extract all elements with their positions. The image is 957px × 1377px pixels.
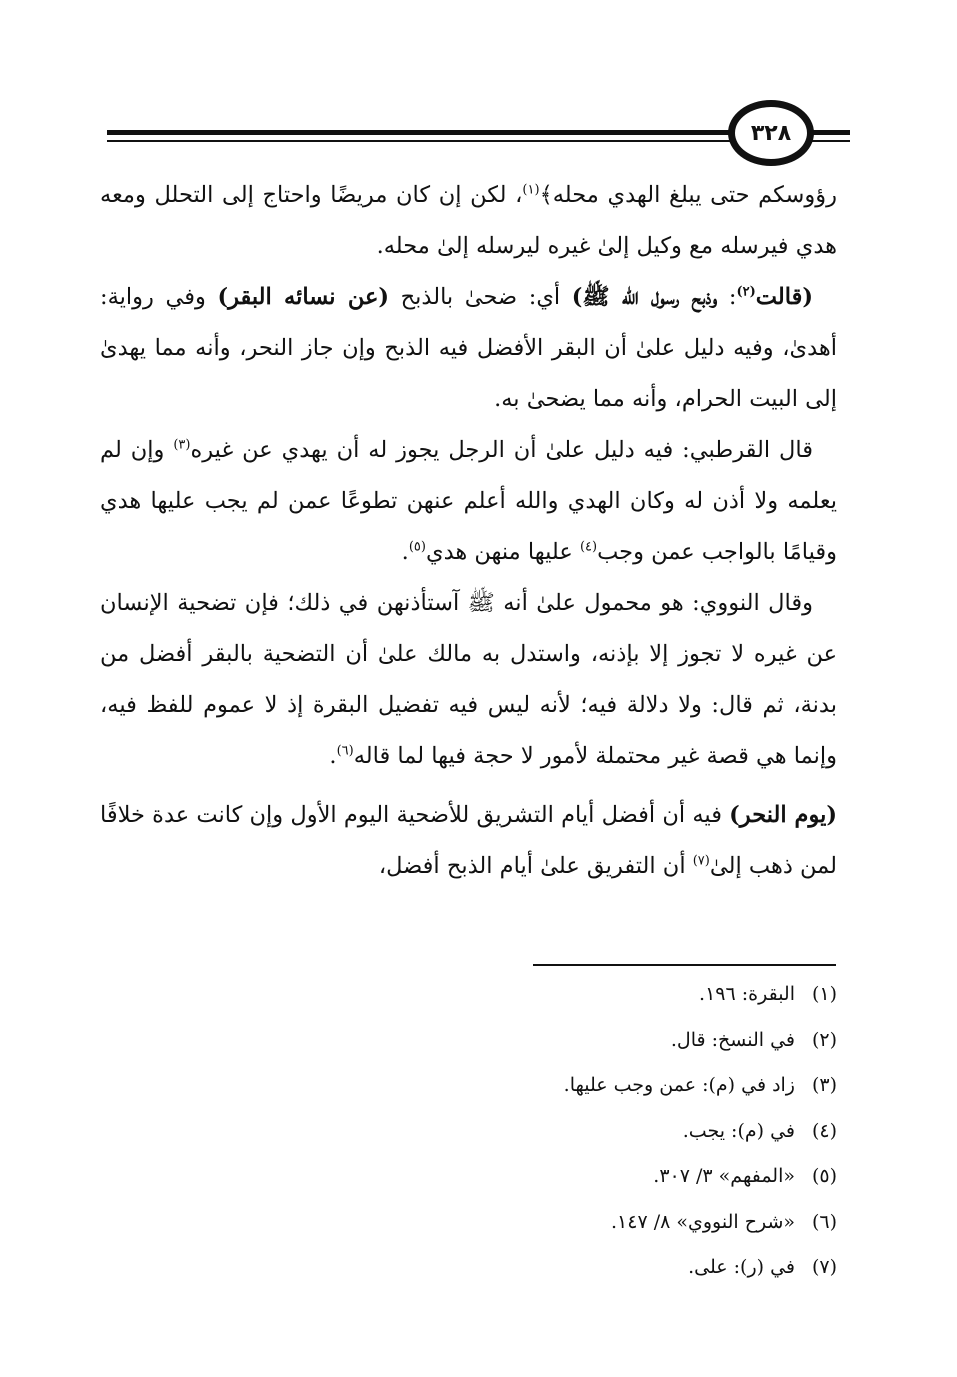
- footnote-text: في النسخ: قال.: [670, 1028, 795, 1051]
- header-rule-thin: [107, 140, 732, 142]
- page-header: [0, 0, 957, 170]
- footnote-item: [100, 1018, 837, 1064]
- text-run: أن التفريق علىٰ أيام الذبح أفضل،: [378, 853, 693, 879]
- footnote-number: (١): [811, 983, 837, 1005]
- text-run: عليها منهن هدي: [425, 539, 580, 565]
- text-run: .: [401, 539, 409, 565]
- text-run: وإن لم يعلمه ولا أذن له وكان الهدي والله أعلم عنهن تطوعًا عمن لم يجب عليها هدي وقيامًا بالواجب عمن وجب: [100, 437, 837, 565]
- footnote-number: (٦): [811, 1210, 837, 1233]
- paragraph-2: [100, 272, 837, 425]
- text-run: :: [717, 284, 737, 310]
- header-rule-right-thin: [810, 140, 850, 142]
- bold-run: (قالت: [755, 284, 813, 310]
- text-run: وقال النووي: هو محمول علىٰ أنه ﷺ آستأذنهن في ذلك؛ فإن تضحية الإنسان عن غيره لا تجوز إلا بإذنه، واستدل به مالك علىٰ أن التضحية بالبقر أفضل من بدنة، ثم قال: ولا دلالة فيه؛ لأنه ليس فيه تفضيل البقرة إذ لا عموم للفظ فيه، وإنما هي قصة غير محتملة لأمور لا حجة فيها لما قاله: [100, 590, 837, 769]
- footnote-number: (٤): [811, 1119, 837, 1142]
- footnote-ref: (٤): [579, 539, 598, 555]
- text-run: رؤوسكم حتى يبلغ الهدي محله﴾: [539, 182, 837, 208]
- footnote-ref: (٢): [736, 284, 756, 300]
- footnote-number: (٣): [811, 1074, 837, 1096]
- text-run: وفي رواية: أهدىٰ، وفيه دليل علىٰ أن البقر الأفضل فيه الذبح وإن جاز النحر، وأنه مما يهدىٰ إلى البيت الحرام، وأنه مما يضحىٰ به.: [100, 284, 837, 412]
- paragraph-4: [100, 578, 837, 782]
- footnote-item: [100, 972, 837, 1018]
- text-run: قال القرطبي: فيه دليل علىٰ أن الرجل يجوز له أن يهدي عن غيره: [190, 437, 813, 463]
- bold-run: (عن نسائه البقر): [217, 284, 390, 310]
- footnote-ref: (٣): [173, 437, 191, 453]
- footnote-text: البقرة: ١٩٦.: [699, 983, 795, 1005]
- bold-run: وذبح رسول الله ﷺ): [571, 284, 718, 310]
- footnote-number: (٧): [811, 1256, 837, 1278]
- header-rule-right-thick: [810, 130, 850, 135]
- text-run: .: [329, 743, 337, 769]
- paragraph-3: [100, 425, 837, 578]
- footnote-text: «المفهم» ٣/ ٣٠٧.: [653, 1165, 795, 1187]
- footnote-ref: (٥): [408, 539, 426, 555]
- footnote-number: (٢): [811, 1028, 837, 1051]
- paragraph-1: [100, 170, 837, 272]
- text-run: أي: ضحىٰ بالذبح: [389, 284, 572, 310]
- text-run: ، لكن إن كان مريضًا واحتاج إلى التحلل ومعه هدي فيرسله مع وكيل إلىٰ غيره ليرسله إلىٰ محله.: [100, 182, 837, 259]
- text-run: فيه أن أفضل أيام التشريق للأضحية اليوم الأول وإن كانت عدة خلافًا لمن ذهب إلىٰ: [100, 802, 837, 879]
- footnote-text: زاد في (م): عمن وجب عليها.: [563, 1074, 795, 1096]
- footnote-item: [100, 1200, 837, 1246]
- paragraph-5: [100, 790, 837, 892]
- page-number: ٣٢٨: [728, 100, 814, 166]
- footnote-item: [100, 1109, 837, 1155]
- header-rule-thick: [107, 130, 732, 135]
- footnote-ref: (٦): [336, 743, 354, 759]
- body-text: [100, 170, 837, 892]
- footnote-number: (٥): [811, 1165, 837, 1187]
- footnotes: [100, 972, 837, 1291]
- footnote-text: في (ر): على.: [688, 1256, 795, 1278]
- footnote-ref: (٧): [692, 853, 710, 869]
- footnote-item: [100, 1245, 837, 1291]
- footnote-text: «شرح النووي» ٨/ ١٤٧.: [610, 1210, 795, 1233]
- footnote-item: [100, 1063, 837, 1109]
- footnote-divider: [533, 964, 836, 966]
- bold-run: (يوم النحر): [729, 802, 837, 828]
- footnote-ref: (١): [522, 182, 540, 198]
- footnote-item: [100, 1154, 837, 1200]
- footnote-text: في (م): يجب.: [682, 1119, 795, 1142]
